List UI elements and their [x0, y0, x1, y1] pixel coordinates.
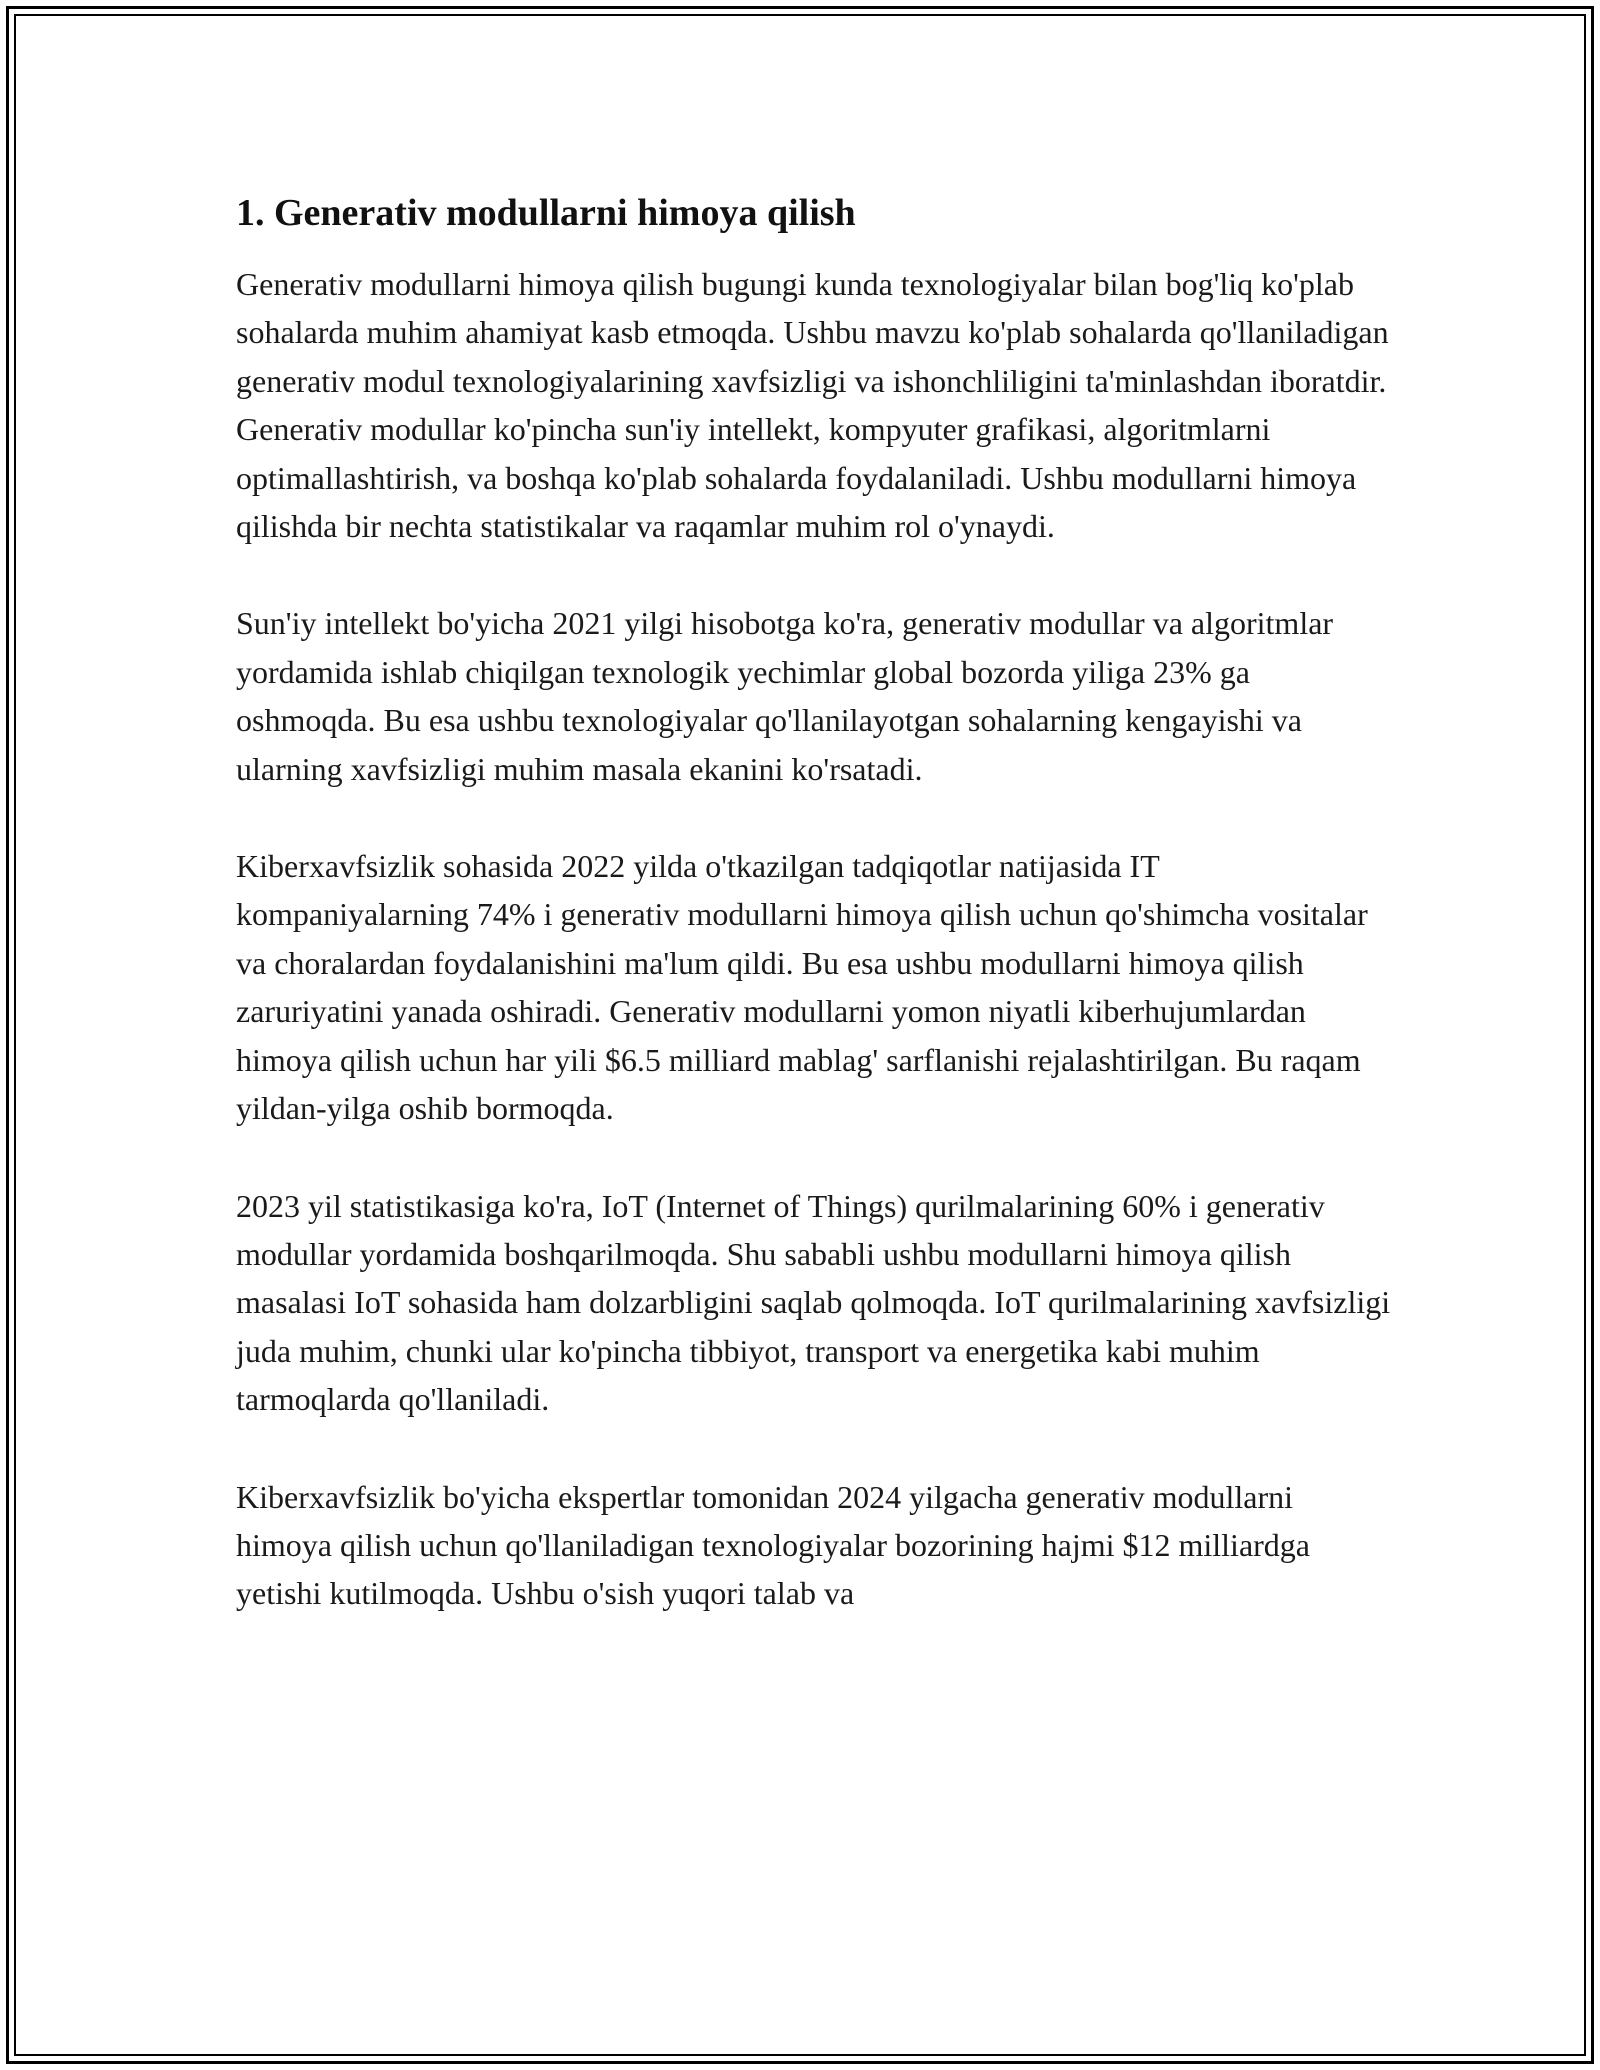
paragraph-iot-2023: 2023 yil statistikasiga ko'ra, IoT (Internet of Things) qurilmalarining 60% i generativ modullar yordamida boshqarilmoqda. Shu sababli ushbu modullarni himoya qilish masalasi IoT sohasida ham dolzarbligini saqlab qolmoqda. IoT qurilmalarining xavfsizligi juda muhim, chunki ular ko'pincha tibbiyot, transport va energetika kabi muhim tarmoqlarda qo'llaniladi. — [236, 1187, 1391, 1418]
document-body — [236, 186, 1396, 1667]
paragraph-market-2024: Kiberxavfsizlik bo'yicha ekspertlar tomonidan 2024 yilgacha generativ modullarni himoya qilish uchun qo'llaniladigan texnologiyalar bozorining hajmi $12 milliardga yetishi kutilmoqda. Ushbu o'sish yuqori talab va — [236, 1478, 1310, 1612]
paragraph-intro: Generativ modullarni himoya qilish bugungi kunda texnologiyalar bilan bog'liq ko'plab sohalarda muhim ahamiyat kasb etmoqda. Ushbu mavzu ko'plab sohalarda qo'llaniladigan generativ modul texnologiyalarining xavfsizligi va ishonchliligini ta'minlashdan iboratdir. Generativ modullar ko'pincha sun'iy intellekt, kompyuter grafikasi, algoritmlarni optimallashtirish, va boshqa ko'plab sohalarda foydalaniladi. Ushbu modullarni himoya qilishda bir nechta statistikalar va raqamlar muhim rol o'ynaydi. — [236, 266, 1389, 545]
section-heading: 1. Generativ modullarni himoya qilish — [236, 192, 856, 234]
paragraph-cybersecurity-2022: Kiberxavfsizlik sohasida 2022 yilda o'tkazilgan tadqiqotlar natijasida IT kompaniyalarning 74% i generativ modullarni himoya qilish uchun qo'shimcha vositalar va choralardan foydalanishini ma'lum qildi. Bu esa ushbu modullarni himoya qilish zaruriyatini yanada oshiradi. Generativ modullarni yomon niyatli kiberhujumlardan himoya qilish uchun har yili $6.5 milliard mablag' sarflanishi rejalashtirilgan. Bu raqam yildan-yilga oshib bormoqda. — [236, 848, 1368, 1127]
paragraph-ai-report-2021: Sun'iy intellekt bo'yicha 2021 yilgi hisobotga ko'ra, generativ modullar va algoritmlar yordamida ishlab chiqilgan texnologik yechimlar global bozorda yiliga 23% ga oshmoqda. Bu esa ushbu texnologiyalar qo'llanilayotgan sohalarning kengayishi va ularning xavfsizligi muhim masala ekanini ko'rsatadi. — [236, 605, 1334, 787]
